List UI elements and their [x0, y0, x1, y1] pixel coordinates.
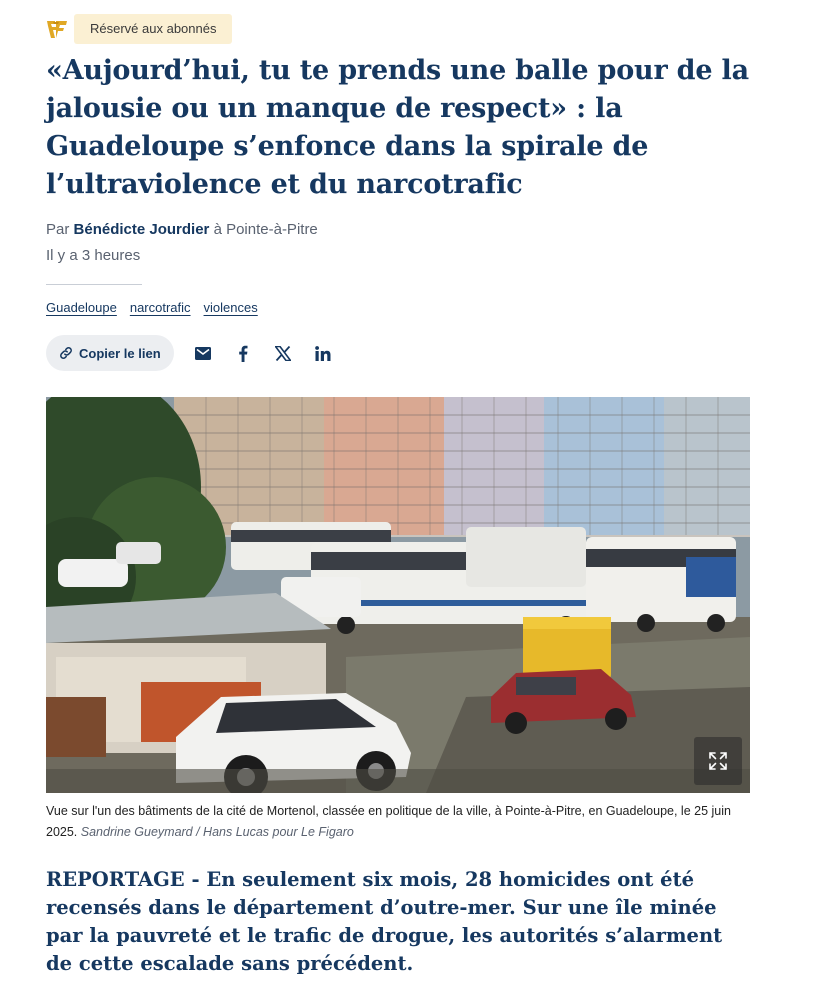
email-icon: [195, 347, 211, 360]
tag-list: [46, 300, 258, 315]
byline: [46, 221, 318, 238]
expand-icon: [708, 751, 728, 771]
photo-scene: [46, 397, 750, 793]
share-email-button[interactable]: [192, 342, 214, 364]
expand-photo-button[interactable]: [694, 737, 742, 785]
divider: [46, 284, 142, 285]
byline-prefix: Par: [46, 221, 70, 238]
copy-link-label: Copier le lien: [79, 345, 161, 361]
byline-location: à Pointe-à-Pitre: [213, 221, 318, 238]
article-standfirst: REPORTAGE - En seulement six mois, 28 homicides ont été recensés dans le département d’outre-mer. Sur une île minée par la pauvreté et le trafic de drogue, les autorités s’alarment de cette escalade sans précédent.: [46, 868, 723, 975]
figaro-f-icon: [46, 18, 68, 40]
article-headline: «Aujourd’hui, tu te prends une balle pour de la jalousie ou un manque de respect» : la Guadeloupe s’enfonce dans la spirale de l’ultraviolence et du narcotrafic: [46, 55, 749, 200]
author-link[interactable]: Bénédicte Jourdier: [73, 221, 210, 238]
share-x-button[interactable]: [272, 342, 294, 364]
tag-guadeloupe[interactable]: Guadeloupe: [46, 300, 117, 315]
tag-narcotrafic[interactable]: narcotrafic: [129, 300, 191, 315]
copy-link-button[interactable]: [46, 335, 174, 371]
x-icon: [275, 346, 291, 361]
share-linkedin-button[interactable]: [312, 342, 334, 364]
photo-credit: Sandrine Gueymard / Hans Lucas pour Le Figaro: [80, 825, 354, 839]
subscriber-header: [46, 14, 232, 44]
caption-text: Vue sur l'un des bâtiments de la cité de Mortenol, classée en politique de la ville, à Pointe-à-Pitre, en Guadeloupe, le 25 juin 2025.: [46, 804, 731, 839]
article-photo[interactable]: [46, 397, 750, 793]
subscriber-badge: Réservé aux abonnés: [74, 14, 232, 44]
link-icon: [59, 346, 73, 360]
photo-caption: [46, 801, 750, 843]
share-bar: [46, 335, 334, 371]
facebook-icon: [238, 345, 248, 362]
share-facebook-button[interactable]: [232, 342, 254, 364]
publish-time: Il y a 3 heures: [46, 247, 141, 264]
linkedin-icon: [315, 346, 331, 361]
tag-violences[interactable]: violences: [203, 300, 258, 315]
